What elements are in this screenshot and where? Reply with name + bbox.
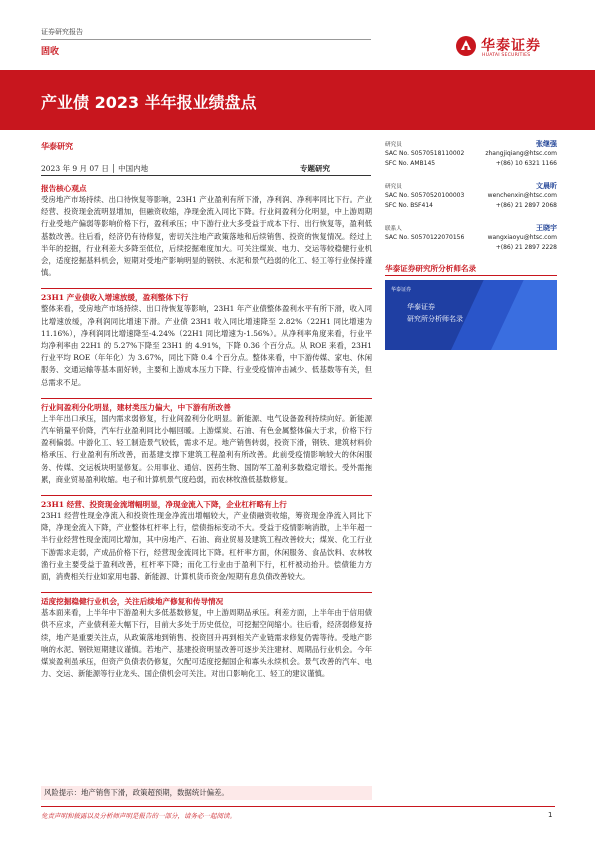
section-paragraph: 整体来看，受房地产市场持续、出口待恢复等影响，23H1 年产业债整体盈利水平有所下滑，收入同比增速放缓，净利润同比增速下滑。产业债 23H1 收入同比增速降至 2.82%（22H1 同比增速为 11.16%），净利润同比增速降至-4.24%（22H1 同比增速为-1.56%）。从净利率角度来看，行业平均净利率由 22H1 的 5.27%下降至 23H1 的 4.91%，下降 0.36 个百分点。从 ROE 来看，23H1 行业平均 ROE（年年化）为 3.67%，同比下降 0.4 个百分点。整体来看，中下游传媒、家电、休闲服务、交通运输等基本面好转，主要和上游成本压力下降、行业受疫情冲击减少、低基数等有关，但总需求不足。 (41, 304, 372, 387)
analyst-email[interactable]: wangxiaoyu@htsc.com (487, 234, 557, 241)
analyst-card (385, 182, 557, 218)
section-core-view (41, 183, 372, 279)
section-paragraph: 23H1 经营性现金净流入和投资性现金净流出增幅较大，产业债融资收缩，筹资现金净流入同比下降，净现金流入下降，产业整体杠杆率上行，偿债指标变动不大。受益于疫情影响消散，上半年超一半行业经营性现金流同比增加，其中房地产、石油、商业贸易及建筑工程改善较大；煤炭、化工行业下游需求走弱，产成品价格下行，经营现金流同比下降。杠杆率方面，休闲服务、食品饮料、农林牧渔行业主要受益于盈利改善，杠杆率下降；而化工行业由于盈利下行，杠杆被动抬升。偿债能力方面，消费相关行业如家用电器、新能源、计算机货币资金/短期有息负债改善较大。 (41, 511, 372, 582)
section-outlook (41, 592, 372, 680)
section-tag: 固收 (41, 47, 60, 57)
research-org: 华泰研究 (41, 141, 73, 151)
analyst-email[interactable]: zhangjiqiang@htsc.com (485, 150, 557, 157)
section-industry (41, 398, 372, 486)
analyst-name: 张继强 (536, 140, 557, 148)
section-revenue (41, 288, 372, 388)
image-logo: 华泰证券 (391, 287, 412, 293)
section-heading: 23H1 产业债收入增速放缓，盈利整体下行 (41, 293, 189, 303)
meta-divider (41, 175, 371, 176)
analyst-sfc: SFC No. AMB145 (385, 160, 436, 167)
sidebar-divider (385, 275, 557, 276)
report-type-label: 证券研究报告 (41, 28, 83, 36)
report-date: 2023 年 9 月 07 日 │ 中国内地 (41, 164, 149, 173)
analyst-directory-image[interactable] (385, 280, 557, 350)
image-line-1: 华泰证券 (407, 303, 435, 311)
section-cashflow (41, 495, 372, 583)
huatai-logo (455, 34, 570, 60)
analyst-list (385, 140, 557, 266)
section-paragraph: 受房地产市场持续、出口待恢复等影响，23H1 产业盈利有所下滑，净利润、净利率同比下行。产业经营、投资现金流明显增加，但融资收缩，净现金流入同比下降。行业间盈利分化明显，中上游周期行业受地产偏弱等影响价格下行，盈利承压；中下游行业大多受益于成本下行、出行恢复等，盈利低基数改善。往后看，经济仍有待修复，密切关注地产政策落地和后续销售、投资的恢复情况。经过上半年的挖掘，行业利差大多降至低位，后续挖掘难度加大。可关注煤炭、电力、交运等较稳健行业机会，适度挖掘基料机会，短期对受地产影响明显的钢铁、水泥和景气趋弱的化工、轻工等行业保持谨慎。 (41, 195, 372, 278)
report-body (41, 183, 372, 686)
analyst-sac: SAC No. S0570518110002 (385, 150, 465, 157)
image-line-2: 研究所分析师名录 (407, 315, 463, 323)
analyst-role: 联系人 (385, 226, 402, 232)
report-title: 产业债 2023 半年报业绩盘点 (41, 93, 257, 112)
section-heading: 报告核心观点 (41, 184, 87, 193)
analyst-sfc: SFC No. BSF414 (385, 202, 433, 209)
analyst-card (385, 224, 557, 260)
footer-disclaimer: 免责声明和披露以及分析师声明是报告的一部分，请务必一起阅读。 (41, 812, 236, 820)
section-heading: 适度挖掘稳健行业机会，关注后续地产修复和传导情况 (41, 597, 224, 607)
analyst-sac: SAC No. S0570520100003 (385, 192, 465, 199)
analyst-directory-heading: 华泰证券研究所分析师名录 (385, 264, 477, 273)
section-heading: 行业间盈利分化明显，建材类压力偏大，中下游有所改善 (41, 402, 231, 412)
risk-warning: 风险提示：地产销售下滑，政策超预期，数据统计偏差。 (41, 786, 372, 800)
section-paragraph: 基本面来看，上半年中下游盈利大多低基数修复，中上游周期品承压。利差方面，上半年由于信用债供不应求，产业债利差大幅下行，目前大多处于历史低位，可挖掘空间缩小。往后看，经济弱修复持续，地产是重要关注点，从政策落地到销售、投资回升再到相关产业链需求修复仍需等待。受地产影响的水泥、钢铁短期建议谨慎。若地产、基建投资明显改善可逐步关注建材、周期品行业机会。今年煤炭盈利虽承压，但资产负债表仍修复，欠配可适度挖掘国企和寡头永续机会。景气改善的汽车、电力、交运、新能源等行业龙头、国企债机会可关注。对出口影响化工、轻工的建议谨慎。 (41, 608, 372, 679)
analyst-phone: +(86) 21 2897 2228 (495, 244, 557, 251)
analyst-phone: +(86) 10 6321 1166 (495, 160, 557, 167)
section-heading: 23H1 经营、投资现金流增幅明显，净现金流入下降，企业杠杆略有上行 (41, 500, 287, 510)
analyst-role: 研究员 (385, 142, 402, 148)
footer-divider (41, 806, 555, 807)
analyst-role: 研究员 (385, 184, 402, 190)
huatai-logo-icon (455, 35, 477, 57)
section-paragraph: 上半年出口承压，国内需求弱修复，行业间盈利分化明显。新能源、电气设备盈利持续向好。新能源汽车销量平价降，汽车行业盈利同比小幅回暖。上游煤炭、石油、有色金属整体偏大于求，价格下行盈利偏弱。中游化工、轻工制造景气较低，需求不足。地产销售转弱，投资下滑，钢铁、建筑材料价格承压、行业盈利有所改善，而基建支撑下建筑工程盈利有所改善。此前受疫情影响较大的休闲服务、传媒、交运板块明显修复。公用事业、通信、医药生物、国防军工盈利多数稳定增长。受外需拖累，商业贸易盈利收缩。电子和计算机景气度趋弱，而农林牧渔低基数修复。 (41, 413, 372, 484)
analyst-sac: SAC No. S0570122070156 (385, 234, 465, 241)
analyst-email[interactable]: wenchenxin@htsc.com (487, 192, 557, 199)
title-banner (0, 70, 595, 130)
logo-name: 华泰证券 (481, 38, 541, 54)
page-number: 1 (548, 811, 553, 819)
document-type: 专题研究 (300, 164, 330, 173)
analyst-phone: +(86) 21 2897 2068 (495, 202, 557, 209)
analyst-name: 王晓宇 (536, 224, 557, 232)
header-divider (41, 39, 371, 40)
logo-en: HUATAI SECURITIES (482, 53, 531, 58)
analyst-card (385, 140, 557, 176)
analyst-name: 文晨昕 (536, 182, 557, 190)
